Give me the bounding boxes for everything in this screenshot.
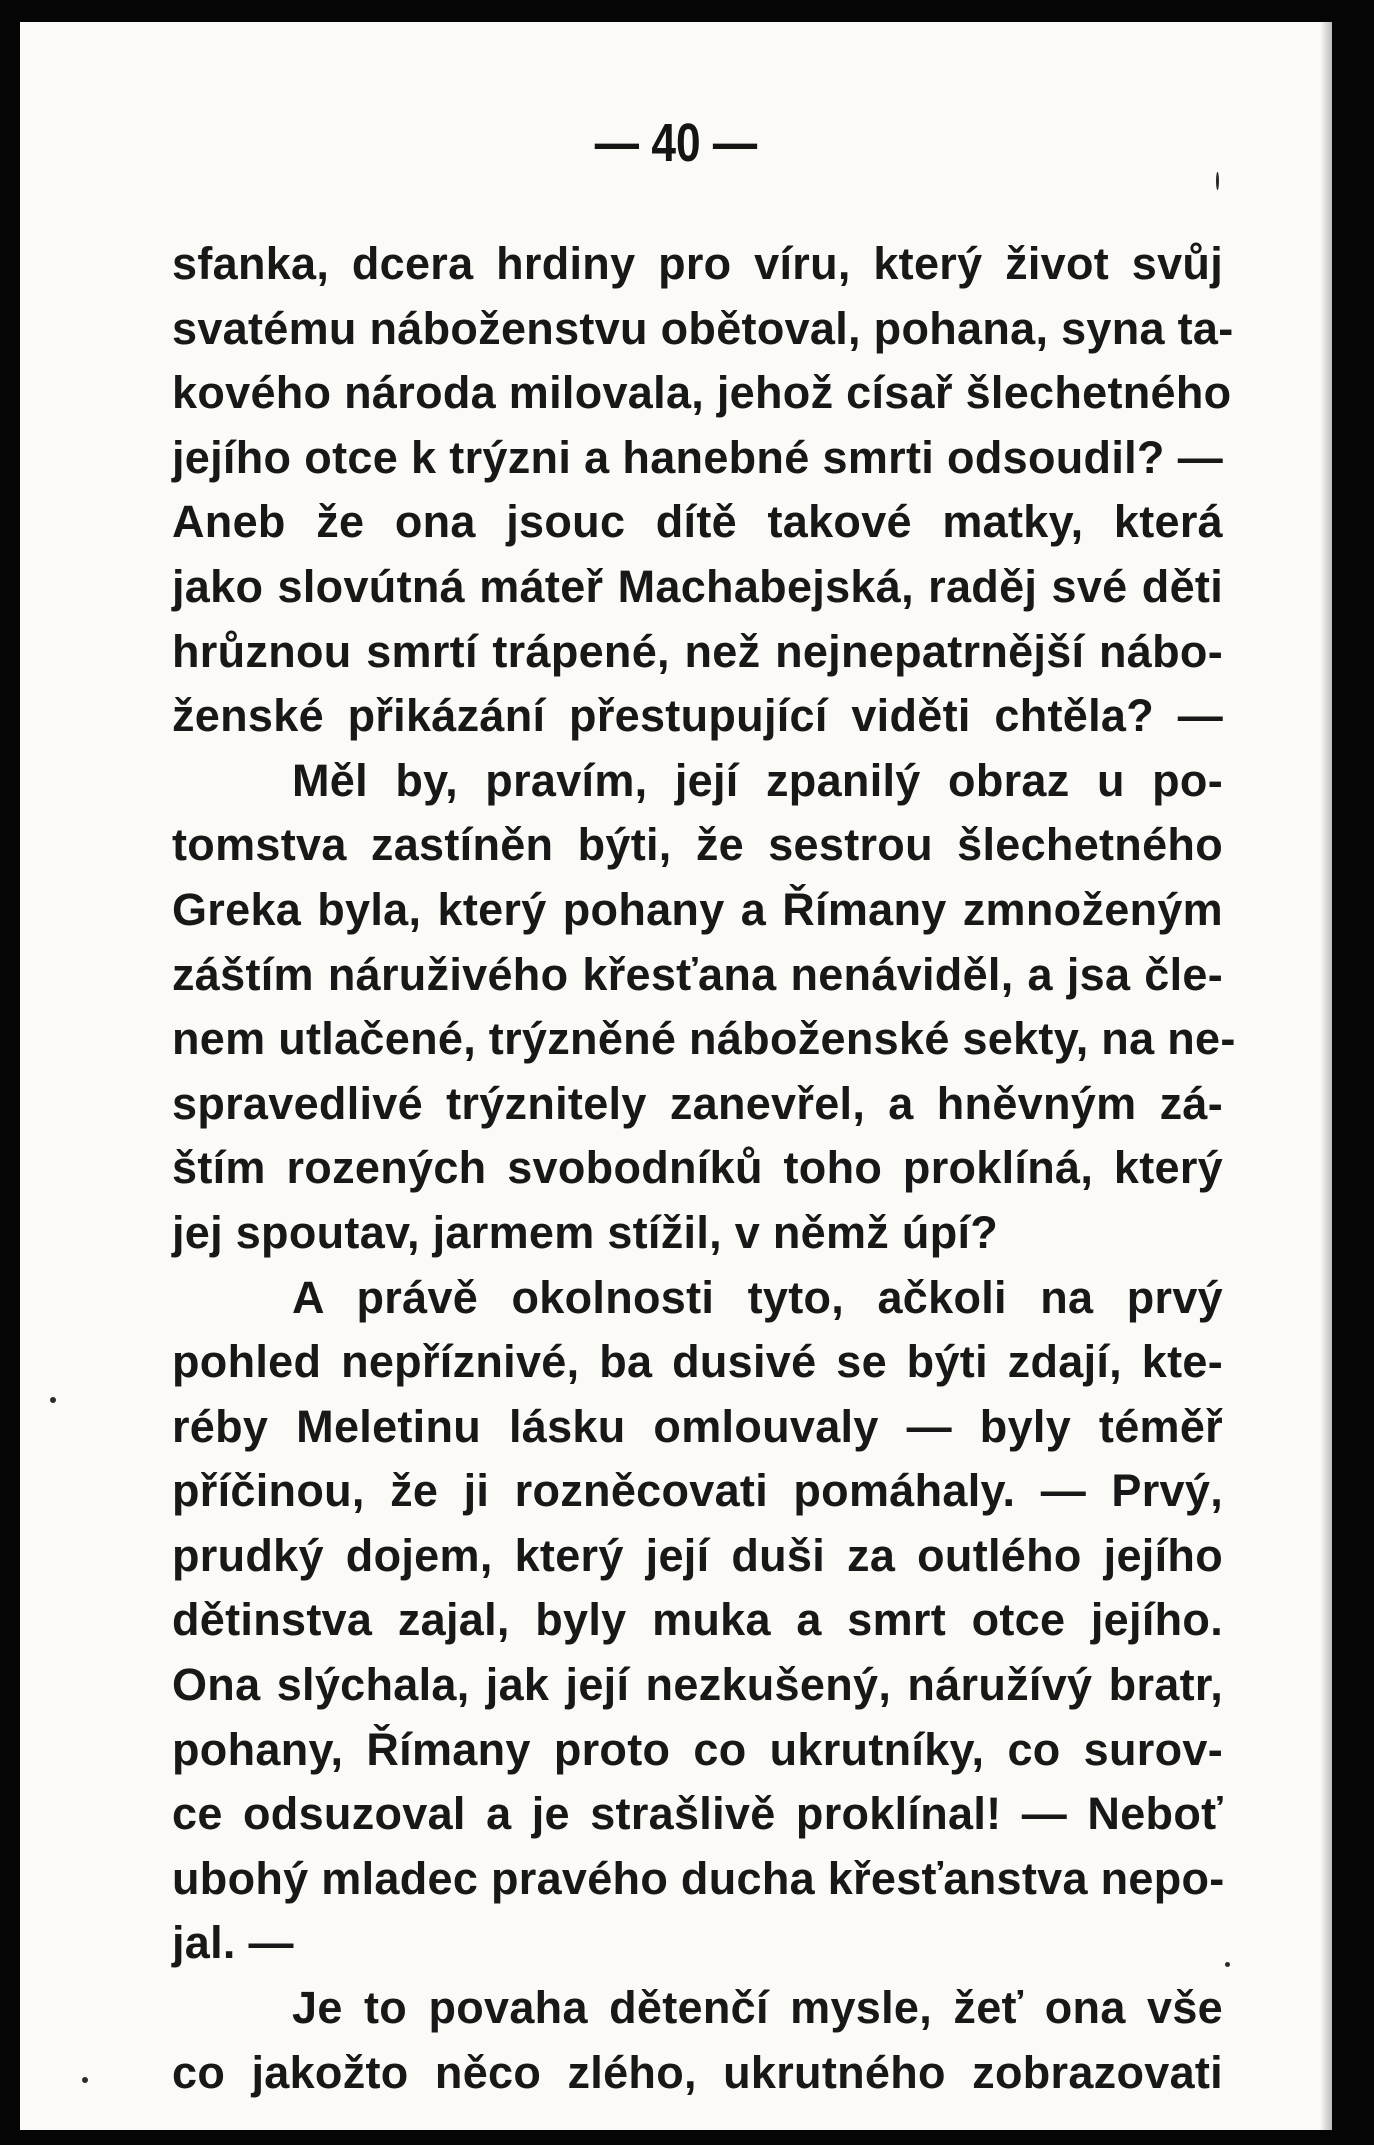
- text-line: hrůznou smrtí trápené, než nejnepatrnější nábo-: [172, 625, 1223, 677]
- text-line: pohled nepříznivé, ba dusivé se býti zdají, kte-: [172, 1336, 1223, 1388]
- text-line: Greka byla, který pohany a Římany zmnoženým: [172, 883, 1223, 935]
- text-line: co jakožto něco zlého, ukrutného zobrazovati: [172, 2046, 1223, 2098]
- text-line: réby Meletinu lásku omlouvaly — byly téměř: [172, 1400, 1223, 1452]
- speck: [1216, 172, 1219, 190]
- text-line: ubohý mladec pravého ducha křesťanstva nepo-: [172, 1852, 1225, 1904]
- text-line: spravedlivé trýznitely zanevřel, a hněvným zá-: [172, 1077, 1223, 1129]
- page-edge-shadow: [1320, 22, 1332, 2130]
- text-line: kového národa milovala, jehož císař šlechetného: [172, 367, 1232, 419]
- text-line: jej spoutav, jarmem stížil, v němž úpí?: [172, 1206, 999, 1258]
- text-line: Měl by, pravím, její zpanilý obraz u po-: [292, 754, 1223, 806]
- page-number: — 40 —: [594, 113, 758, 173]
- book-page: [20, 22, 1332, 2130]
- text-line: dětinstva zajal, byly muka a smrt otce jejího.: [172, 1594, 1223, 1646]
- text-line: jako slovútná máteř Machabejská, raděj své děti: [172, 560, 1223, 612]
- text-line: štím rozených svobodníků toho proklíná, který: [172, 1142, 1223, 1194]
- text-line: Je to povaha dětenčí mysle, žeť ona vše: [292, 1982, 1223, 2034]
- text-line: ženské přikázání přestupující viděti chtěla? —: [172, 690, 1223, 742]
- speck: [50, 1397, 56, 1403]
- text-line: jejího otce k trýzni a hanebné smrti odsoudil? —: [172, 431, 1223, 483]
- text-line: svatému náboženstvu obětoval, pohana, syna ta-: [172, 302, 1234, 354]
- text-line: prudký dojem, který její duši za outlého jejího: [172, 1529, 1223, 1581]
- text-line: ce odsuzoval a je strašlivě proklínal! — Neboť: [172, 1788, 1223, 1840]
- text-line: pohany, Římany proto co ukrutníky, co surov-: [172, 1723, 1223, 1775]
- speck: [82, 2077, 88, 2083]
- text-line: Aneb že ona jsouc dítě takové matky, která: [172, 496, 1223, 548]
- speck: [1225, 1962, 1230, 1967]
- text-line: sfanka, dcera hrdiny pro víru, který život svůj: [172, 238, 1223, 289]
- text-line: Ona slýchala, jak její nezkušený, náružívý bratr,: [172, 1659, 1223, 1711]
- text-line: záštím náruživého křesťana nenáviděl, a jsa čle-: [172, 948, 1223, 1000]
- page-text: [172, 232, 1236, 2105]
- text-line: příčinou, že ji rozněcovati pomáhaly. — Prvý,: [172, 1465, 1223, 1517]
- text-line: tomstva zastíněn býti, že sestrou šlechetného: [172, 819, 1223, 871]
- text-line: nem utlačené, trýzněné náboženské sekty, na ne-: [172, 1013, 1236, 1065]
- text-line: jal. —: [172, 1917, 294, 1969]
- text-line: A právě okolnosti tyto, ačkoli na prvý: [292, 1271, 1223, 1323]
